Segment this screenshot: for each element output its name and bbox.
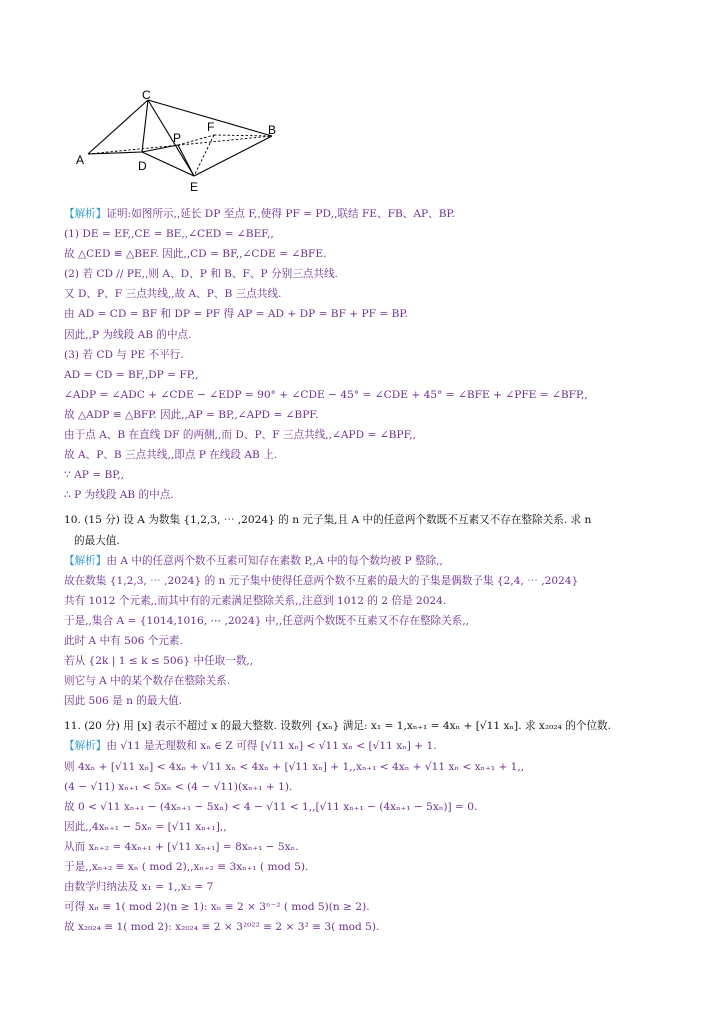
solution-9-line: ∠ADP = ∠ADC + ∠CDE − ∠EDP = 90° + ∠CDE − 45° = ∠CDE + 45° = ∠BFE + ∠PFE = ∠BFP,, — [64, 388, 588, 401]
solution-11-line: 于是,,xₙ₊₂ ≡ xₙ ( mod 2),,xₙ₊₂ ≡ 3xₙ₊₁ ( mod 5). — [64, 861, 309, 873]
problem-10-statement: 10. (15 分) 设 A 为数集 {1,2,3, ⋯ ,2024} 的 n 元子集,且 A 中的任意两个数既不互素又不存在整除关系. 求 n — [64, 514, 592, 527]
solution-11-line: 可得 xₙ ≡ 1( mod 2)(n ≥ 1): xₙ ≡ 2 × 3ⁿ⁻² ( mod 5)(n ≥ 2). — [64, 901, 370, 914]
solution-tag: 【解析】 — [64, 740, 107, 753]
solution-10-first-line — [64, 551, 660, 571]
label-e: E — [190, 180, 199, 194]
segment-cd — [142, 100, 148, 152]
solution-9-line: 证明:如图所示,,延长 DP 至点 F,,使得 PF = PD,,联结 FE、FB、AP、BP. — [106, 208, 455, 220]
solution-11-line: 由数学归纳法及 x₁ = 1,,x₂ = 7 — [64, 881, 214, 894]
solution-11-line: 故 x₂₀₂₄ ≡ 1( mod 2): x₂₀₂₄ ≡ 2 × 3²⁰²² ≡ 2 × 3² ≡ 3( mod 5). — [64, 921, 380, 934]
solution-11-line: 由 √11 是无理数和 xₙ ∈ Z 可得 [√11 xₙ] < √11 xₙ < [√11 xₙ] + 1. — [106, 740, 437, 753]
solution-9-line: (2) 若 CD // PE,,则 A、D、P 和 B、F、P 分别三点共线. — [64, 268, 338, 281]
solution-9-line: 故 △CED ≌ △BEF. 因此,,CD = BF,,∠CDE = ∠BFE. — [64, 248, 327, 261]
solution-10-line: 因此 506 是 n 的最大值. — [64, 695, 183, 708]
solution-tag: 【解析】 — [64, 208, 107, 220]
solution-11-line: 则 4xₙ + [√11 xₙ] < 4xₙ + √11 xₙ < 4xₙ + [√11 xₙ] + 1,,xₙ₊₁ < 4xₙ + √11 xₙ < xₙ₊₁ + 1,, — [64, 760, 525, 773]
label-a: A — [76, 153, 85, 167]
segment-eb — [194, 136, 272, 176]
geometry-figure — [70, 84, 290, 196]
solution-9-line: 由于点 A、B 在直线 DF 的两侧,,而 D、P、F 三点共线,,∠APD = ∠BPF,, — [64, 429, 417, 442]
solution-10-line: 由 A 中的任意两个数不互素可知存在素数 P,,A 中的每个数均被 P 整除,, — [106, 554, 443, 567]
solution-9-line: ∵ AP = BP,, — [64, 469, 124, 482]
label-b: B — [268, 123, 277, 137]
solution-10-line: 故在数集 {1,2,3, ⋯ ,2024} 的 n 元子集中使得任意两个数不互素的最大的子集是偶数子集 {2,4, ⋯ ,2024} — [64, 574, 579, 587]
label-p: P — [173, 131, 182, 145]
solution-9-line: (3) 若 CD 与 PE 不平行. — [64, 348, 184, 361]
label-c: C — [142, 88, 151, 102]
segment-ep — [178, 145, 194, 176]
problem-11-statement: 11. (20 分) 用 [x] 表示不超过 x 的最大整数. 设数列 {xₙ} 满足: x₁ = 1,xₙ₊₁ = 4xₙ + [√11 xₙ]. 求 x₂₀₂₄ 的个位数. — [64, 720, 611, 733]
solution-10-line: 则它与 A 中的某个数存在整除关系. — [64, 675, 231, 688]
segment-ad — [88, 152, 142, 154]
solution-11-first-line — [64, 736, 660, 756]
solution-11-line: 因此,,4xₙ₊₁ − 5xₙ = [√11 xₙ₊₁],, — [64, 820, 227, 833]
solution-9-line: 由 AD = CD = BF 和 DP = PF 得 AP = AD + DP = BF + PF = BP. — [64, 308, 408, 321]
solution-9-line: 故 △ADP ≌ △BFP. 因此,,AP = BP,,∠APD = ∠BPF. — [64, 408, 319, 421]
solution-10-line: 于是,,集合 A = {1014,1016, ⋯ ,2024} 中,,任意两个数既不互素又不存在整除关系,, — [64, 614, 470, 627]
dashed-fe — [194, 135, 214, 176]
segment-ac — [88, 100, 148, 154]
solution-9-line: ∴ P 为线段 AB 的中点. — [64, 489, 174, 502]
solution-9-first-line — [64, 204, 660, 224]
problem-10-statement-cont: 的最大值. — [74, 534, 120, 547]
solution-9-line: AD = CD = BF,,DP = FP,, — [64, 368, 199, 381]
solution-11-line: 故 0 < √11 xₙ₊₁ − (4xₙ₊₁ − 5xₙ) < 4 − √11 < 1,,[√11 xₙ₊₁ − (4xₙ₊₁ − 5xₙ)] = 0. — [64, 800, 478, 813]
solution-10-line: 共有 1012 个元素,,而其中有的元素满足整除关系,,注意到 1012 的 2 倍是 2024. — [64, 594, 447, 607]
dashed-fb — [214, 135, 272, 136]
solution-9-line: (1) DE = EF,,CE = BE,,∠CED = ∠BEF,, — [64, 228, 274, 241]
solution-tag: 【解析】 — [64, 554, 107, 567]
content — [64, 204, 660, 937]
solution-9-line: 因此,,P 为线段 AB 的中点. — [64, 328, 192, 341]
solution-9-line: 又 D、P、F 三点共线,,故 A、P、B 三点共线. — [64, 288, 282, 301]
solution-9-line: 故 A、P、B 三点共线,,即点 P 在线段 AB 上. — [64, 449, 278, 462]
solution-11-line: 从而 xₙ₊₂ = 4xₙ₊₁ + [√11 xₙ₊₁] = 8xₙ₊₁ − 5xₙ. — [64, 840, 299, 853]
solution-11-line: (4 − √11) xₙ₊₁ < 5xₙ < (4 − √11)(xₙ₊₁ + 1). — [64, 780, 293, 793]
label-d: D — [138, 159, 147, 173]
solution-10-line: 此时 A 中有 506 个元素. — [64, 634, 183, 647]
label-f: F — [207, 120, 215, 134]
solution-10-line: 若从 {2k | 1 ≤ k ≤ 506} 中任取一数,, — [64, 655, 254, 668]
